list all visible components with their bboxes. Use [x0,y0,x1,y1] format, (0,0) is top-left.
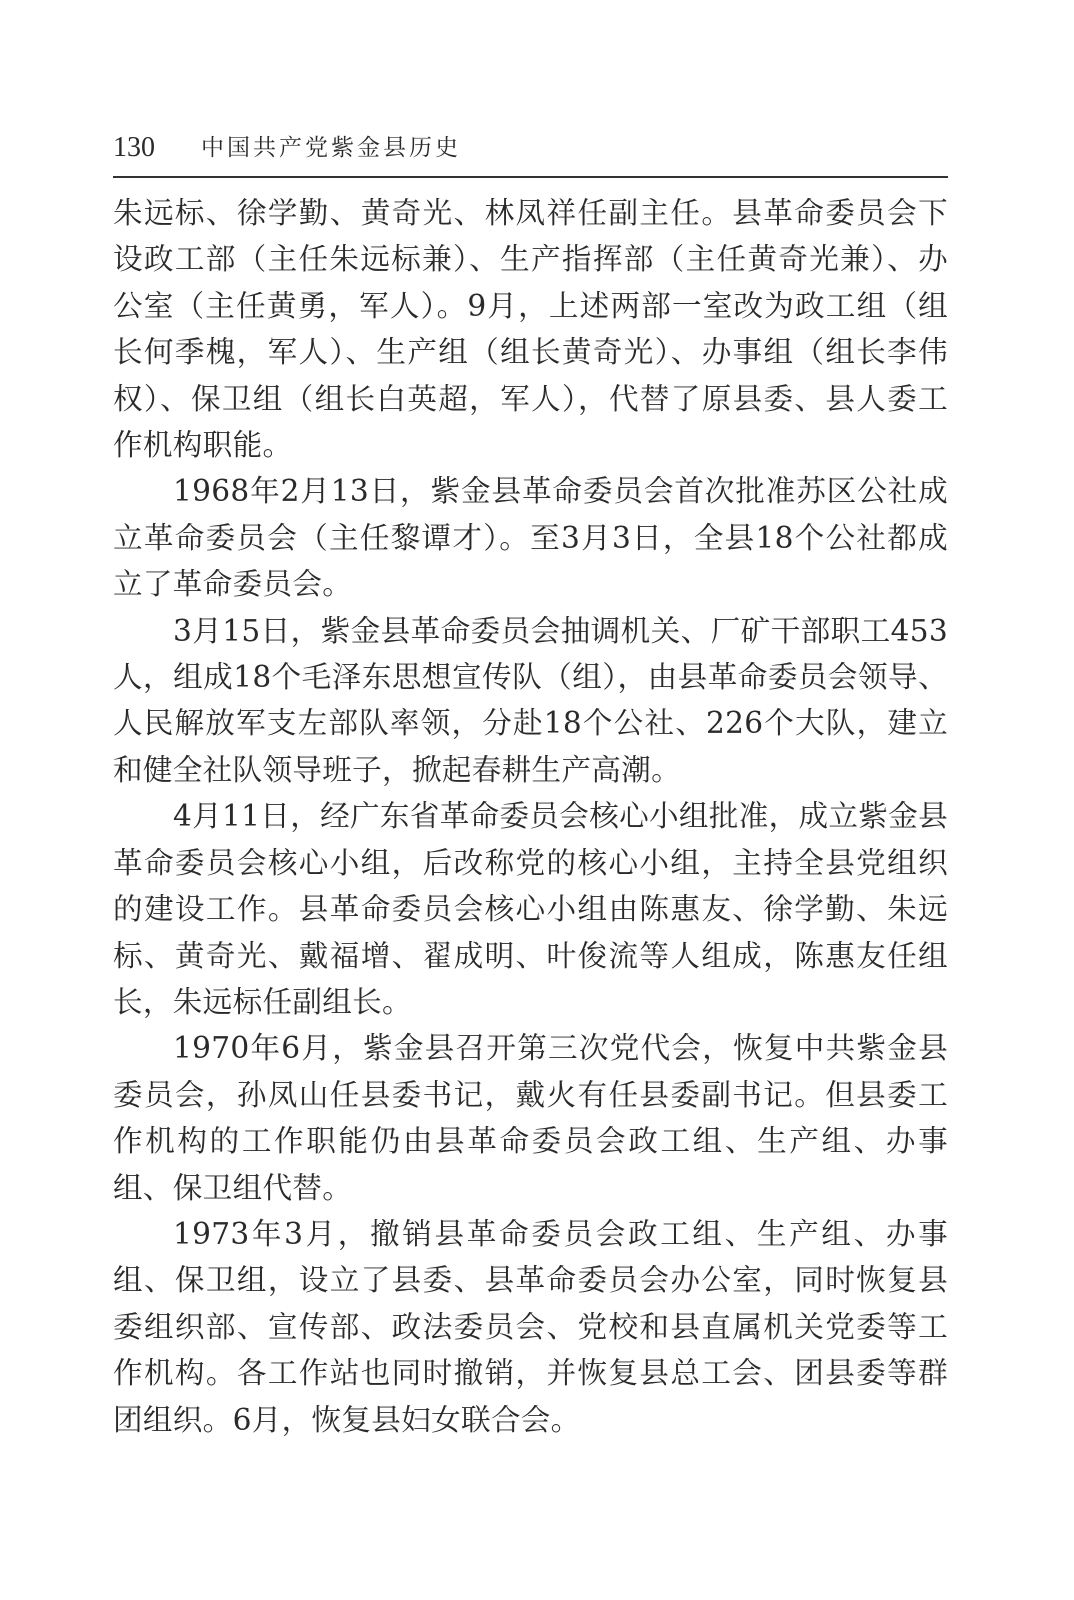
page-number: 130 [113,132,155,163]
paragraph: 1968年2月13日，紫金县革命委员会首次批准苏区公社成立革命委员会（主任黎谭才）。至3月3日，全县18个公社都成立了革命委员会。 [113,474,948,602]
page-header [113,128,948,168]
running-title: 中国共产党紫金县历史 [201,135,461,161]
paragraph: 1970年6月，紫金县召开第三次党代会，恢复中共紫金县委员会，孙凤山任县委书记，戴火有任县委副书记。但县委工作机构的工作职能仍由县革命委员会政工组、生产组、办事组、保卫组代替。 [113,1031,948,1205]
paragraph: 1973年3月，撤销县革命委员会政工组、生产组、办事组、保卫组，设立了县委、县革命委员会办公室，同时恢复县委组织部、宣传部、政法委员会、党校和县直属机关党委等工作机构。各工作站也同时撤销，并恢复县总工会、团县委等群团组织。6月，恢复县妇女联合会。 [113,1216,948,1437]
paragraph: 4月11日，经广东省革命委员会核心小组批准，成立紫金县革命委员会核心小组，后改称党的核心小组，主持全县党组织的建设工作。县革命委员会核心小组由陈惠友、徐学勤、朱远标、黄奇光、戴福增、翟成明、叶俊流等人组成，陈惠友任组长，朱远标任副组长。 [113,799,948,1019]
header-divider [113,176,948,178]
body-text [113,190,948,1443]
paragraph-continued: 朱远标、徐学勤、黄奇光、林凤祥任副主任。县革命委员会下设政工部（主任朱远标兼）、生产指挥部（主任黄奇光兼）、办公室（主任黄勇，军人）。9月，上述两部一室改为政工组（组长何季槐，军人）、生产组（组长黄奇光）、办事组（组长李伟权）、保卫组（组长白英超，军人），代替了原县委、县人委工作机构职能。 [113,196,948,463]
paragraph: 3月15日，紫金县革命委员会抽调机关、厂矿干部职工453人，组成18个毛泽东思想宣传队（组），由县革命委员会领导、人民解放军支左部队率领，分赴18个公社、226个大队，建立和健全社队领导班子，掀起春耕生产高潮。 [113,613,948,787]
